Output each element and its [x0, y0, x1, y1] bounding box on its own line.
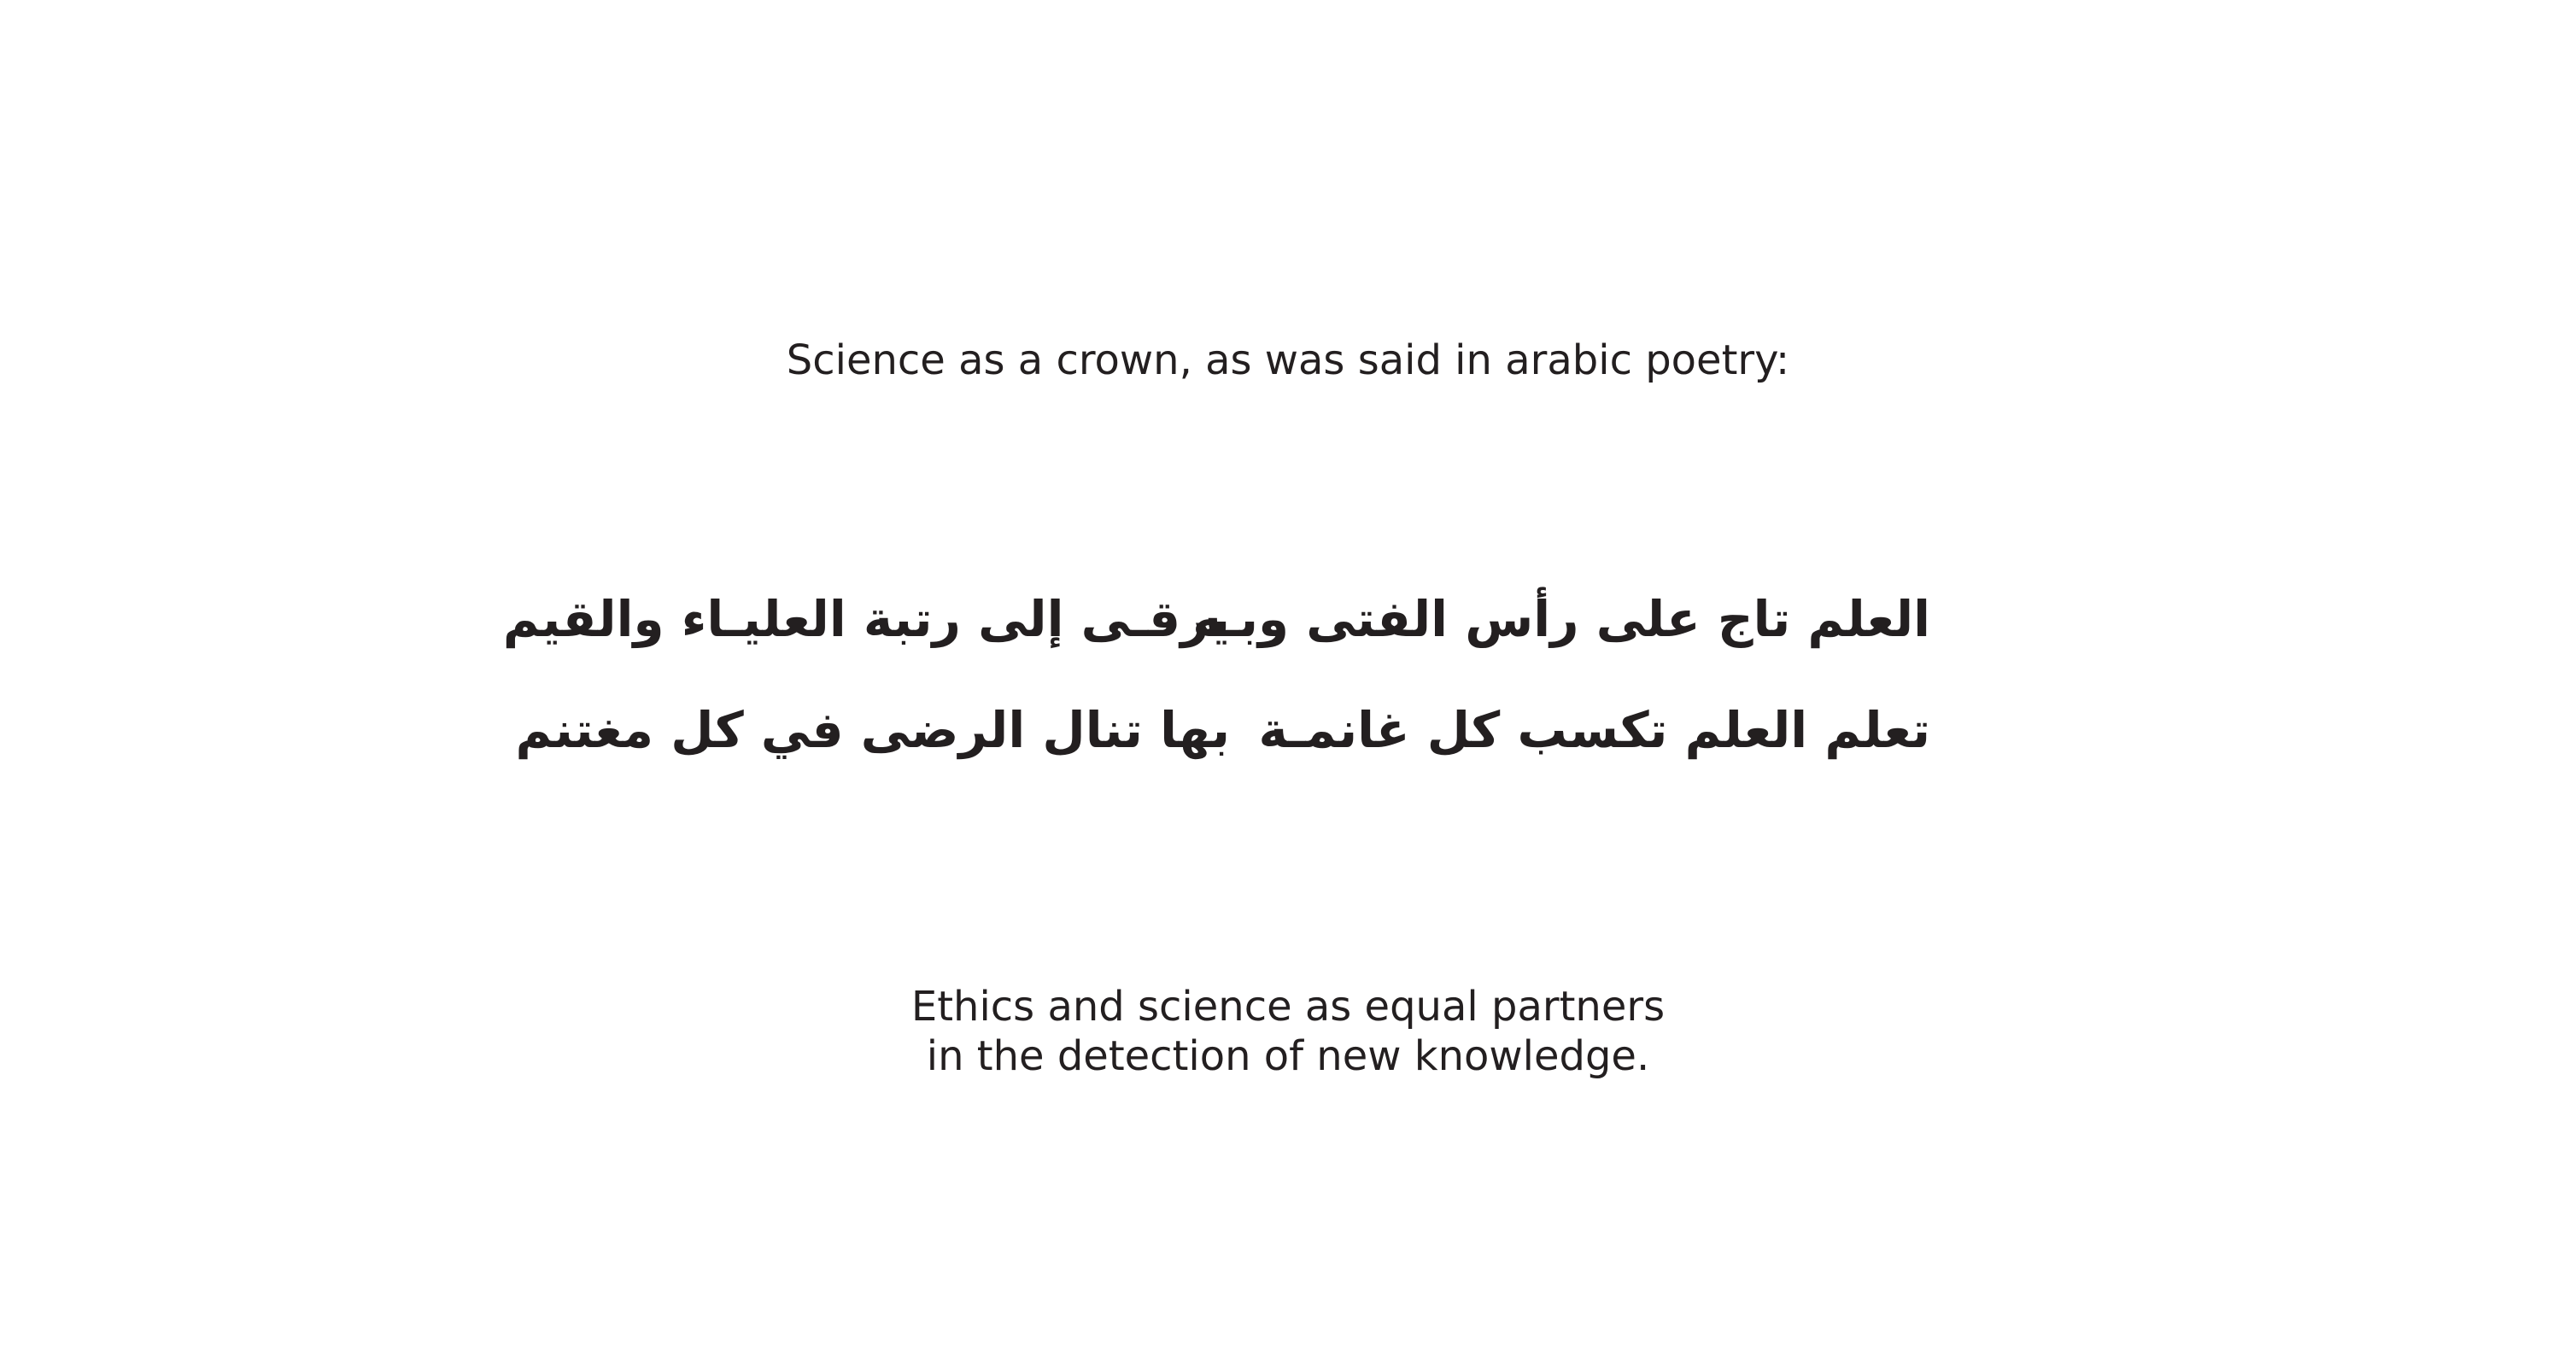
outro-line-2: in the detection of new knowledge.: [926, 1032, 1650, 1080]
verse-2-second-hemistich: بها تنال الرضى في كل مغتنم: [515, 701, 1230, 759]
outro-line-1: Ethics and science as equal partners: [910, 983, 1666, 1031]
verse-2-first-hemistich: تعلم العلم تكسب كل غانمـة: [1258, 701, 1930, 759]
intro-text: Science as a crown, as was said in arabic poetry:: [786, 336, 1790, 384]
verse-1-first-hemistich: العلم تاج على رأس الفتى وبـه: [1192, 590, 1930, 648]
verse-1-second-hemistich: يرقـى إلى رتبة العليـاء والقيم: [502, 590, 1230, 648]
outro-text: [0, 982, 2576, 1081]
arabic-poem: [0, 589, 2576, 794]
